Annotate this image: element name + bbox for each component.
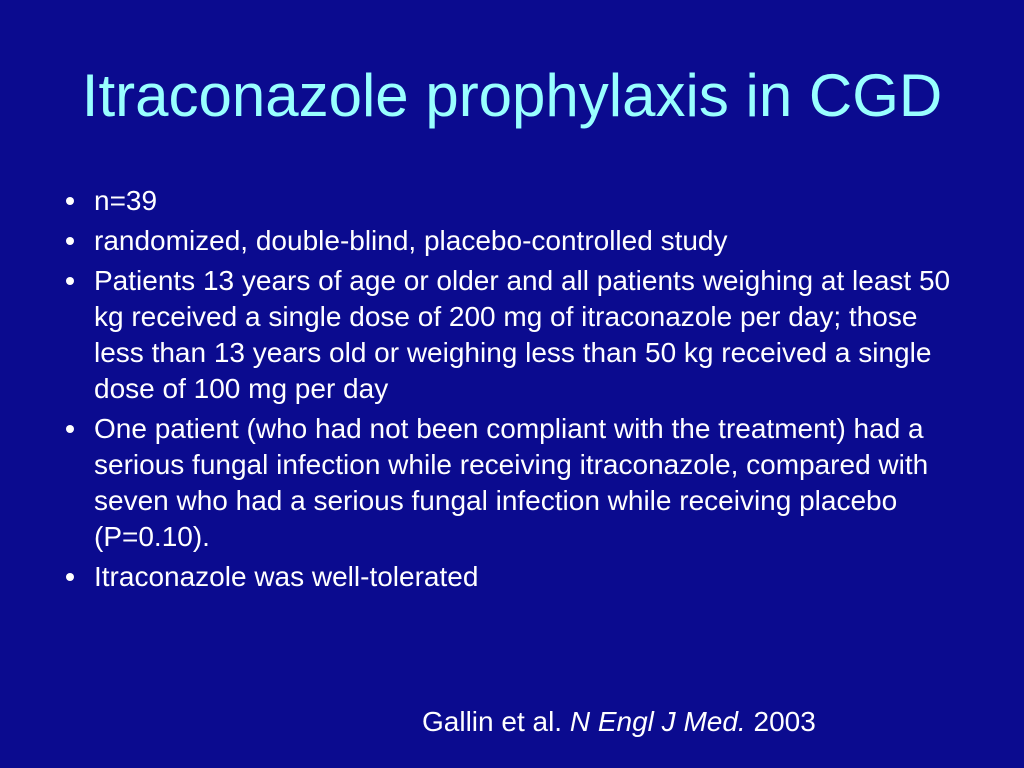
bullet-dot-icon: [66, 197, 74, 205]
bullet-text: One patient (who had not been compliant with the treatment) had a serious fungal infection while receiving itraconazole, compared with seven who had a serious fungal infection while receiving placebo (P=0.10).: [94, 413, 929, 552]
bullet-text: n=39: [94, 185, 158, 216]
bullet-item: [62, 263, 962, 407]
bullet-text: Itraconazole was well-tolerated: [94, 561, 479, 592]
bullet-item: [62, 411, 962, 555]
citation-authors: Gallin et al.: [422, 706, 563, 737]
citation-journal: N Engl J Med.: [569, 706, 746, 737]
bullet-dot-icon: [66, 573, 74, 581]
bullet-text: Patients 13 years of age or older and all patients weighing at least 50 kg received a single dose of 200 mg of itraconazole per day; those less than 13 years old or weighing less than 50 kg received a single dose of 100 mg per day: [94, 265, 951, 404]
bullet-dot-icon: [66, 277, 74, 285]
bullet-list: [62, 183, 962, 599]
slide-title: Itraconazole prophylaxis in CGD: [81, 62, 943, 129]
citation-year: 2003: [753, 706, 816, 737]
bullet-item: [62, 183, 962, 219]
bullet-dot-icon: [66, 425, 74, 433]
bullet-item: [62, 223, 962, 259]
bullet-dot-icon: [66, 237, 74, 245]
bullet-item: [62, 559, 962, 595]
citation: [422, 704, 816, 740]
bullet-text: randomized, double-blind, placebo-controlled study: [94, 225, 728, 256]
